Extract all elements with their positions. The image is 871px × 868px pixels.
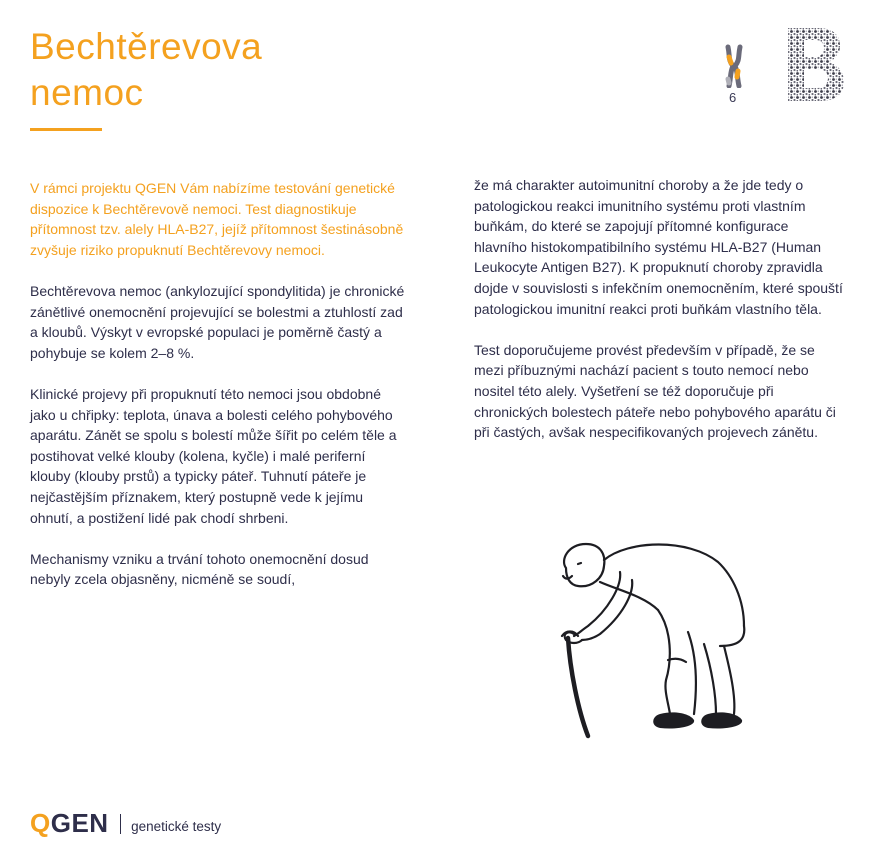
right-text-column: [474, 175, 844, 463]
symptoms-paragraph: Klinické projevy při propuknutí této nemoci jsou obdobné jako u chřipky: teplota, únava a bolesti celého pohybového aparátu. Zánět se spolu s bolestí může šířit po celém těle a postihovat velké klouby (kolena, kyčle) i malé periferní klouby (klouby prstů) a typicky páteř. Tuhnutí páteře je nejčastějším příznakem, který postupně vede k jejímu ohnutí, a postižení lidé pak chodí shrbeni.: [30, 385, 397, 526]
page-title: [30, 24, 262, 116]
definition-paragraph: Bechtěrevova nemoc (ankylozující spondylitida) je chronické zánětlivé onemocnění projevující se bolestmi a ztuhlostí zad a kloubů. Výskyt v evropské populaci je poměrně častý a pohybuje se kolem 2–8 %.: [30, 282, 405, 361]
page-title-line2: nemoc: [30, 72, 144, 113]
intro-paragraph: V rámci projektu QGEN Vám nabízíme testování genetické dispozice k Bechtěrevově nemoci. Test diagnostikuje přítomnost tzv. alely HLA-B27, jejíž přítomnost šestinásobně zvyšuje riziko propuknutí Bechtěrevovy nemoci.: [30, 180, 404, 258]
letter-b-mosaic-icon: [784, 24, 846, 104]
page-number: 6: [729, 90, 737, 105]
stooped-man-with-cane-illustration: [548, 530, 758, 745]
mechanism-paragraph: Mechanismy vzniku a trvání tohoto onemocnění dosud nebyly zcela objasněny, nicméně se soudí,: [30, 550, 369, 588]
footer-divider: [120, 814, 122, 834]
footer-tagline: genetické testy: [131, 819, 222, 834]
recommendation-paragraph: Test doporučujeme provést především v případě, že se mezi příbuznými nachází pacient s touto nemocí nebo nositel této alely. Vyšetření se též doporučuje při chronických bolestech páteře nebo pohybového aparátu či při častých, avšak nespecifikovaných projevech zánětu.: [474, 341, 836, 441]
footer: [30, 808, 221, 839]
autoimmune-paragraph: že má charakter autoimunitní choroby a že jde tedy o patologickou reakci imunitního systému proti vlastním buňkám, do které se zapojují přítomné konfigurace hlavního histokompatibilního systému HLA-B27 (Human Leukocyte Antigen B27). K propuknutí choroby zpravidla dojde v souvislosti s infekčním onemocněním, které spouští patologickou imunitní reakci proti buňkám vlastního těla.: [474, 177, 843, 317]
page-title-line1: Bechtěrevova: [30, 26, 263, 67]
left-text-column: [30, 178, 405, 610]
title-underline: [30, 128, 102, 131]
qgen-logo: QGEN: [30, 808, 109, 838]
chromosome-icon: [722, 44, 748, 88]
